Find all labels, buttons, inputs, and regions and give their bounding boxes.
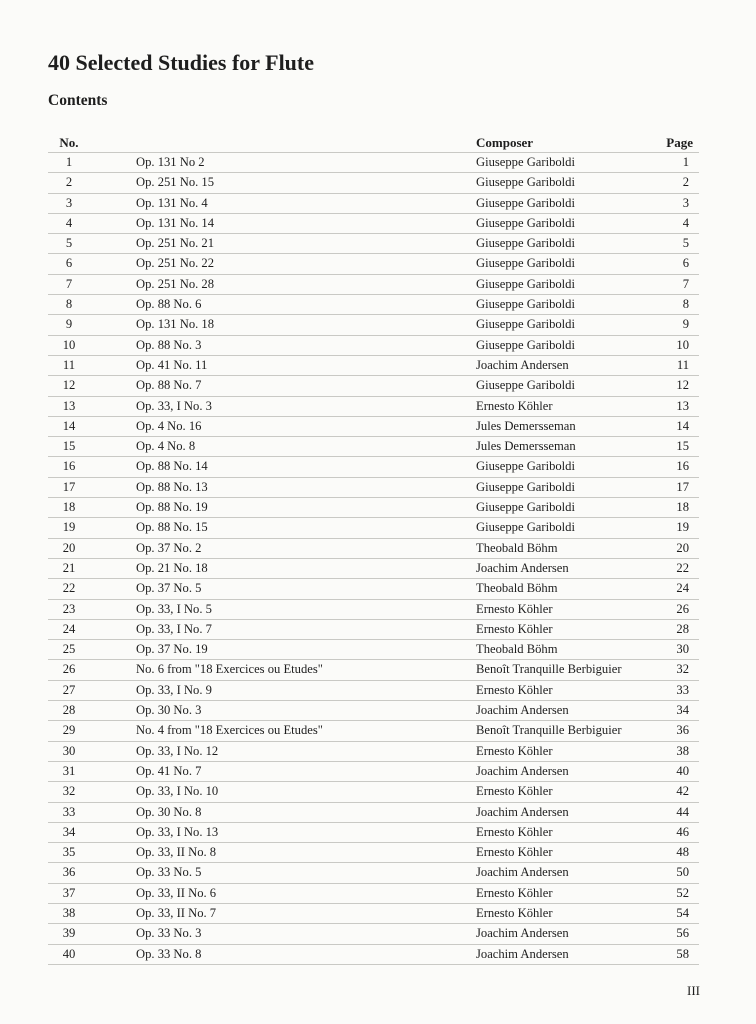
table-row: [48, 498, 699, 518]
row-piece: Op. 131 No. 18: [90, 315, 476, 335]
row-number: 30: [48, 741, 90, 761]
row-composer: Giuseppe Gariboldi: [476, 173, 633, 193]
row-page: 52: [633, 883, 699, 903]
row-piece: Op. 41 No. 7: [90, 761, 476, 781]
row-number: 29: [48, 721, 90, 741]
row-piece: No. 4 from "18 Exercices ou Etudes": [90, 721, 476, 741]
row-page: 19: [633, 518, 699, 538]
row-page: 14: [633, 416, 699, 436]
row-composer: Ernesto Köhler: [476, 680, 633, 700]
row-composer: Giuseppe Gariboldi: [476, 477, 633, 497]
row-page: 3: [633, 193, 699, 213]
table-row: [48, 234, 699, 254]
table-row: [48, 173, 699, 193]
row-page: 48: [633, 843, 699, 863]
row-piece: Op. 131 No. 4: [90, 193, 476, 213]
table-row: [48, 843, 699, 863]
row-composer: Ernesto Köhler: [476, 782, 633, 802]
row-piece: Op. 30 No. 8: [90, 802, 476, 822]
table-row: [48, 944, 699, 964]
row-composer: Joachim Andersen: [476, 944, 633, 964]
table-row: [48, 416, 699, 436]
row-number: 26: [48, 660, 90, 680]
row-page: 56: [633, 924, 699, 944]
row-page: 46: [633, 822, 699, 842]
row-piece: Op. 4 No. 16: [90, 416, 476, 436]
table-row: [48, 538, 699, 558]
row-composer: Ernesto Köhler: [476, 903, 633, 923]
row-number: 27: [48, 680, 90, 700]
row-number: 11: [48, 355, 90, 375]
row-page: 58: [633, 944, 699, 964]
table-row: [48, 822, 699, 842]
row-piece: Op. 251 No. 21: [90, 234, 476, 254]
row-composer: Giuseppe Gariboldi: [476, 376, 633, 396]
row-composer: Jules Demersseman: [476, 416, 633, 436]
row-number: 21: [48, 558, 90, 578]
row-piece: Op. 41 No. 11: [90, 355, 476, 375]
row-composer: Ernesto Köhler: [476, 741, 633, 761]
row-number: 15: [48, 437, 90, 457]
table-row: [48, 883, 699, 903]
row-page: 26: [633, 599, 699, 619]
row-page: 8: [633, 295, 699, 315]
row-number: 31: [48, 761, 90, 781]
row-number: 19: [48, 518, 90, 538]
row-page: 38: [633, 741, 699, 761]
row-page: 30: [633, 640, 699, 660]
row-page: 32: [633, 660, 699, 680]
row-number: 12: [48, 376, 90, 396]
table-row: [48, 640, 699, 660]
row-page: 11: [633, 355, 699, 375]
row-composer: Joachim Andersen: [476, 924, 633, 944]
row-page: 15: [633, 437, 699, 457]
table-row: [48, 701, 699, 721]
header-page: Page: [633, 133, 699, 153]
table-row: [48, 660, 699, 680]
row-number: 6: [48, 254, 90, 274]
row-piece: Op. 21 No. 18: [90, 558, 476, 578]
row-piece: Op. 30 No. 3: [90, 701, 476, 721]
row-number: 2: [48, 173, 90, 193]
row-composer: Ernesto Köhler: [476, 619, 633, 639]
row-number: 37: [48, 883, 90, 903]
row-number: 7: [48, 274, 90, 294]
table-row: [48, 335, 699, 355]
table-row: [48, 903, 699, 923]
row-composer: Giuseppe Gariboldi: [476, 213, 633, 233]
row-number: 3: [48, 193, 90, 213]
row-number: 28: [48, 701, 90, 721]
table-row: [48, 193, 699, 213]
row-number: 8: [48, 295, 90, 315]
row-number: 40: [48, 944, 90, 964]
row-page: 4: [633, 213, 699, 233]
row-composer: Joachim Andersen: [476, 863, 633, 883]
row-number: 24: [48, 619, 90, 639]
header-no: No.: [48, 133, 90, 153]
row-page: 44: [633, 802, 699, 822]
row-page: 20: [633, 538, 699, 558]
row-piece: Op. 131 No 2: [90, 153, 476, 173]
table-row: [48, 802, 699, 822]
row-number: 14: [48, 416, 90, 436]
row-page: 28: [633, 619, 699, 639]
table-row: [48, 376, 699, 396]
row-page: 17: [633, 477, 699, 497]
row-page: 18: [633, 498, 699, 518]
row-piece: Op. 88 No. 14: [90, 457, 476, 477]
row-number: 35: [48, 843, 90, 863]
row-composer: Theobald Böhm: [476, 579, 633, 599]
row-number: 34: [48, 822, 90, 842]
row-composer: Joachim Andersen: [476, 802, 633, 822]
table-row: [48, 680, 699, 700]
row-piece: Op. 33 No. 3: [90, 924, 476, 944]
header-piece: [90, 133, 476, 153]
row-number: 23: [48, 599, 90, 619]
row-number: 4: [48, 213, 90, 233]
table-row: [48, 558, 699, 578]
row-piece: Op. 88 No. 13: [90, 477, 476, 497]
row-page: 33: [633, 680, 699, 700]
row-composer: Giuseppe Gariboldi: [476, 498, 633, 518]
row-number: 32: [48, 782, 90, 802]
row-page: 50: [633, 863, 699, 883]
table-row: [48, 457, 699, 477]
row-page: 12: [633, 376, 699, 396]
table-row: [48, 599, 699, 619]
row-piece: Op. 88 No. 6: [90, 295, 476, 315]
row-page: 42: [633, 782, 699, 802]
row-number: 22: [48, 579, 90, 599]
table-row: [48, 741, 699, 761]
row-number: 1: [48, 153, 90, 173]
row-piece: Op. 33 No. 8: [90, 944, 476, 964]
header-composer: Composer: [476, 133, 633, 153]
row-number: 10: [48, 335, 90, 355]
row-number: 18: [48, 498, 90, 518]
row-composer: Benoît Tranquille Berbiguier: [476, 660, 633, 680]
row-page: 22: [633, 558, 699, 578]
table-row: [48, 153, 699, 173]
table-row: [48, 863, 699, 883]
row-piece: Op. 33, II No. 6: [90, 883, 476, 903]
row-piece: No. 6 from "18 Exercices ou Etudes": [90, 660, 476, 680]
contents-table: [48, 133, 699, 965]
row-page: 24: [633, 579, 699, 599]
row-page: 40: [633, 761, 699, 781]
row-composer: Joachim Andersen: [476, 761, 633, 781]
row-piece: Op. 33, I No. 10: [90, 782, 476, 802]
row-composer: Joachim Andersen: [476, 355, 633, 375]
table-row: [48, 761, 699, 781]
row-piece: Op. 37 No. 5: [90, 579, 476, 599]
row-composer: Giuseppe Gariboldi: [476, 315, 633, 335]
table-row: [48, 213, 699, 233]
table-row: [48, 437, 699, 457]
row-composer: Ernesto Köhler: [476, 843, 633, 863]
row-composer: Ernesto Köhler: [476, 883, 633, 903]
contents-table-body: [48, 153, 699, 965]
row-number: 36: [48, 863, 90, 883]
row-number: 5: [48, 234, 90, 254]
row-composer: Ernesto Köhler: [476, 396, 633, 416]
document-title: 40 Selected Studies for Flute: [48, 50, 315, 75]
row-page: 34: [633, 701, 699, 721]
row-piece: Op. 251 No. 15: [90, 173, 476, 193]
row-piece: Op. 251 No. 28: [90, 274, 476, 294]
table-row: [48, 315, 699, 335]
row-piece: Op. 33, I No. 7: [90, 619, 476, 639]
row-number: 13: [48, 396, 90, 416]
table-row: [48, 579, 699, 599]
row-piece: Op. 251 No. 22: [90, 254, 476, 274]
row-piece: Op. 88 No. 7: [90, 376, 476, 396]
row-piece: Op. 88 No. 15: [90, 518, 476, 538]
row-composer: Giuseppe Gariboldi: [476, 234, 633, 254]
row-composer: Giuseppe Gariboldi: [476, 518, 633, 538]
row-composer: Giuseppe Gariboldi: [476, 457, 633, 477]
row-number: 9: [48, 315, 90, 335]
table-row: [48, 477, 699, 497]
table-row: [48, 396, 699, 416]
table-row: [48, 274, 699, 294]
row-composer: Giuseppe Gariboldi: [476, 153, 633, 173]
row-piece: Op. 37 No. 19: [90, 640, 476, 660]
row-number: 39: [48, 924, 90, 944]
row-composer: Theobald Böhm: [476, 538, 633, 558]
table-header-row: [48, 133, 699, 153]
table-row: [48, 355, 699, 375]
row-composer: Joachim Andersen: [476, 558, 633, 578]
row-number: 33: [48, 802, 90, 822]
row-piece: Op. 33, II No. 8: [90, 843, 476, 863]
row-page: 16: [633, 457, 699, 477]
row-page: 2: [633, 173, 699, 193]
row-page: 10: [633, 335, 699, 355]
row-composer: Giuseppe Gariboldi: [476, 295, 633, 315]
contents-heading: Contents: [48, 92, 108, 109]
row-composer: Benoît Tranquille Berbiguier: [476, 721, 633, 741]
row-composer: Ernesto Köhler: [476, 599, 633, 619]
row-piece: Op. 4 No. 8: [90, 437, 476, 457]
table-row: [48, 254, 699, 274]
row-page: 9: [633, 315, 699, 335]
row-composer: Theobald Böhm: [476, 640, 633, 660]
row-page: 54: [633, 903, 699, 923]
row-piece: Op. 33, I No. 12: [90, 741, 476, 761]
row-composer: Ernesto Köhler: [476, 822, 633, 842]
table-row: [48, 518, 699, 538]
page-number: III: [687, 983, 700, 998]
row-piece: Op. 33, I No. 13: [90, 822, 476, 842]
table-row: [48, 619, 699, 639]
row-number: 20: [48, 538, 90, 558]
row-composer: Giuseppe Gariboldi: [476, 274, 633, 294]
row-piece: Op. 33, II No. 7: [90, 903, 476, 923]
row-page: 13: [633, 396, 699, 416]
row-piece: Op. 131 No. 14: [90, 213, 476, 233]
row-composer: Giuseppe Gariboldi: [476, 335, 633, 355]
row-piece: Op. 88 No. 3: [90, 335, 476, 355]
row-page: 7: [633, 274, 699, 294]
row-number: 25: [48, 640, 90, 660]
row-piece: Op. 33 No. 5: [90, 863, 476, 883]
row-composer: Joachim Andersen: [476, 701, 633, 721]
table-row: [48, 924, 699, 944]
row-composer: Giuseppe Gariboldi: [476, 254, 633, 274]
row-number: 17: [48, 477, 90, 497]
row-page: 5: [633, 234, 699, 254]
row-page: 6: [633, 254, 699, 274]
row-number: 16: [48, 457, 90, 477]
table-row: [48, 721, 699, 741]
row-page: 1: [633, 153, 699, 173]
row-number: 38: [48, 903, 90, 923]
row-composer: Jules Demersseman: [476, 437, 633, 457]
row-composer: Giuseppe Gariboldi: [476, 193, 633, 213]
row-piece: Op. 88 No. 19: [90, 498, 476, 518]
row-piece: Op. 33, I No. 9: [90, 680, 476, 700]
row-piece: Op. 33, I No. 5: [90, 599, 476, 619]
table-row: [48, 295, 699, 315]
row-piece: Op. 37 No. 2: [90, 538, 476, 558]
row-page: 36: [633, 721, 699, 741]
row-piece: Op. 33, I No. 3: [90, 396, 476, 416]
table-row: [48, 782, 699, 802]
